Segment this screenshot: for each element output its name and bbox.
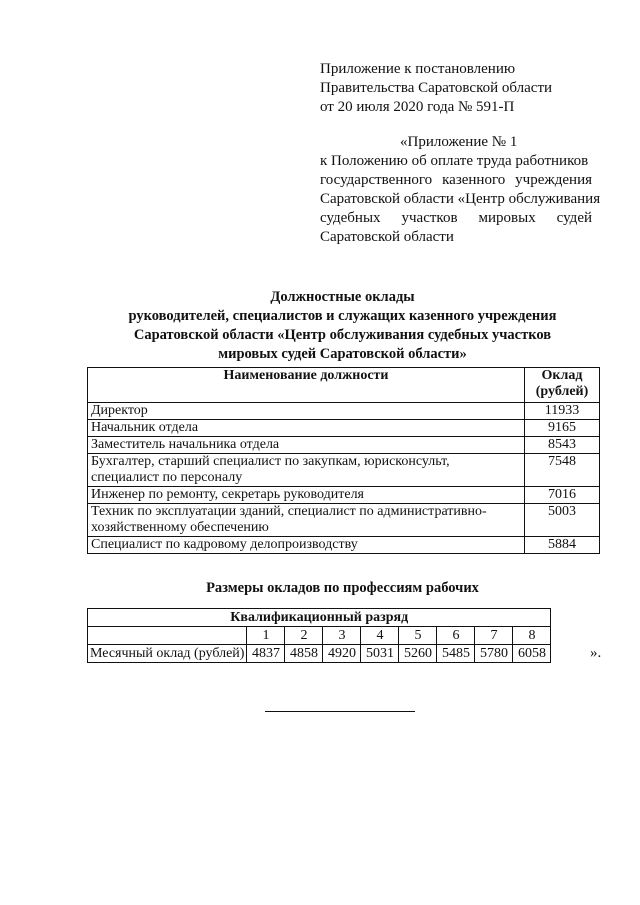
grade-cell: 1 — [247, 627, 285, 645]
title-line: Должностные оклады — [270, 289, 415, 305]
appendix-line: Саратовской области «Центр обслуживания — [320, 191, 601, 207]
salary-cell: 7016 — [525, 487, 600, 504]
salary-header-line: (рублей) — [535, 384, 589, 399]
resolution-line: Приложение к постановлению — [320, 61, 516, 77]
appendix-reference — [320, 133, 601, 247]
salary-cell: 9165 — [525, 420, 600, 437]
table-row — [88, 504, 600, 537]
appendix-line: судебных участков мировых судей — [320, 210, 592, 226]
salary-column-header — [525, 368, 600, 403]
table-row — [88, 437, 600, 454]
appendix-line: государственного казенного учреждения — [320, 172, 592, 188]
monthly-salary-row — [88, 645, 551, 663]
closing-rule — [265, 711, 415, 712]
table-row — [88, 537, 600, 554]
grade-cell: 2 — [285, 627, 323, 645]
resolution-line: Правительства Саратовской области — [320, 80, 553, 96]
qualification-header: Квалификационный разряд — [88, 609, 551, 627]
position-cell: Бухгалтер, старший специалист по закупкам, юрисконсульт, специалист по персоналу — [88, 454, 525, 487]
title-line: Саратовской области «Центр обслуживания судебных участков — [133, 327, 552, 343]
workers-salary-table — [87, 608, 551, 663]
appendix-title: «Приложение № 1 — [400, 134, 518, 150]
resolution-reference — [320, 60, 592, 117]
appendix-line: Саратовской области — [320, 229, 454, 245]
salary-header-line: Оклад — [541, 368, 583, 383]
monthly-salary-cell: 4858 — [285, 645, 323, 663]
position-cell: Техник по эксплуатации зданий, специалист по административно-хозяйственному обеспечению — [88, 504, 525, 537]
grade-cell: 8 — [513, 627, 551, 645]
salary-table — [87, 367, 600, 554]
resolution-line: от 20 июля 2020 года № 591-П — [320, 99, 515, 115]
title-line: руководителей, специалистов и служащих казенного учреждения — [128, 308, 557, 324]
salary-cell: 5003 — [525, 504, 600, 537]
table-row — [88, 403, 600, 420]
workers-section-title: Размеры окладов по профессиям рабочих — [206, 580, 479, 596]
document-title — [80, 288, 605, 364]
position-cell: Начальник отдела — [88, 420, 525, 437]
position-cell: Директор — [88, 403, 525, 420]
table-row — [88, 454, 600, 487]
monthly-salary-cell: 5260 — [399, 645, 437, 663]
grade-cell: 3 — [323, 627, 361, 645]
table-row — [88, 487, 600, 504]
appendix-line: к Положению об оплате труда работников — [320, 153, 589, 169]
qualification-header-row — [88, 609, 551, 627]
monthly-salary-cell: 6058 — [513, 645, 551, 663]
title-line: мировых судей Саратовской области» — [218, 346, 467, 362]
position-column-header: Наименование должности — [88, 368, 525, 403]
monthly-salary-cell: 5780 — [475, 645, 513, 663]
position-cell: Инженер по ремонту, секретарь руководителя — [88, 487, 525, 504]
grade-cell: 4 — [361, 627, 399, 645]
position-cell: Специалист по кадровому делопроизводству — [88, 537, 525, 554]
grade-cell: 7 — [475, 627, 513, 645]
monthly-salary-cell: 5031 — [361, 645, 399, 663]
table-row — [88, 420, 600, 437]
position-cell: Заместитель начальника отдела — [88, 437, 525, 454]
salary-cell: 8543 — [525, 437, 600, 454]
monthly-salary-cell: 4920 — [323, 645, 361, 663]
salary-cell: 11933 — [525, 403, 600, 420]
closing-quote: ». — [590, 645, 602, 661]
monthly-salary-cell: 4837 — [247, 645, 285, 663]
salary-table-header — [88, 368, 600, 403]
grade-row — [88, 627, 551, 645]
salary-cell: 5884 — [525, 537, 600, 554]
grade-cell: 6 — [437, 627, 475, 645]
salary-cell: 7548 — [525, 454, 600, 487]
monthly-salary-label: Месячный оклад (рублей) — [88, 645, 247, 663]
grade-cell: 5 — [399, 627, 437, 645]
monthly-salary-cell: 5485 — [437, 645, 475, 663]
blank-cell — [88, 627, 247, 645]
